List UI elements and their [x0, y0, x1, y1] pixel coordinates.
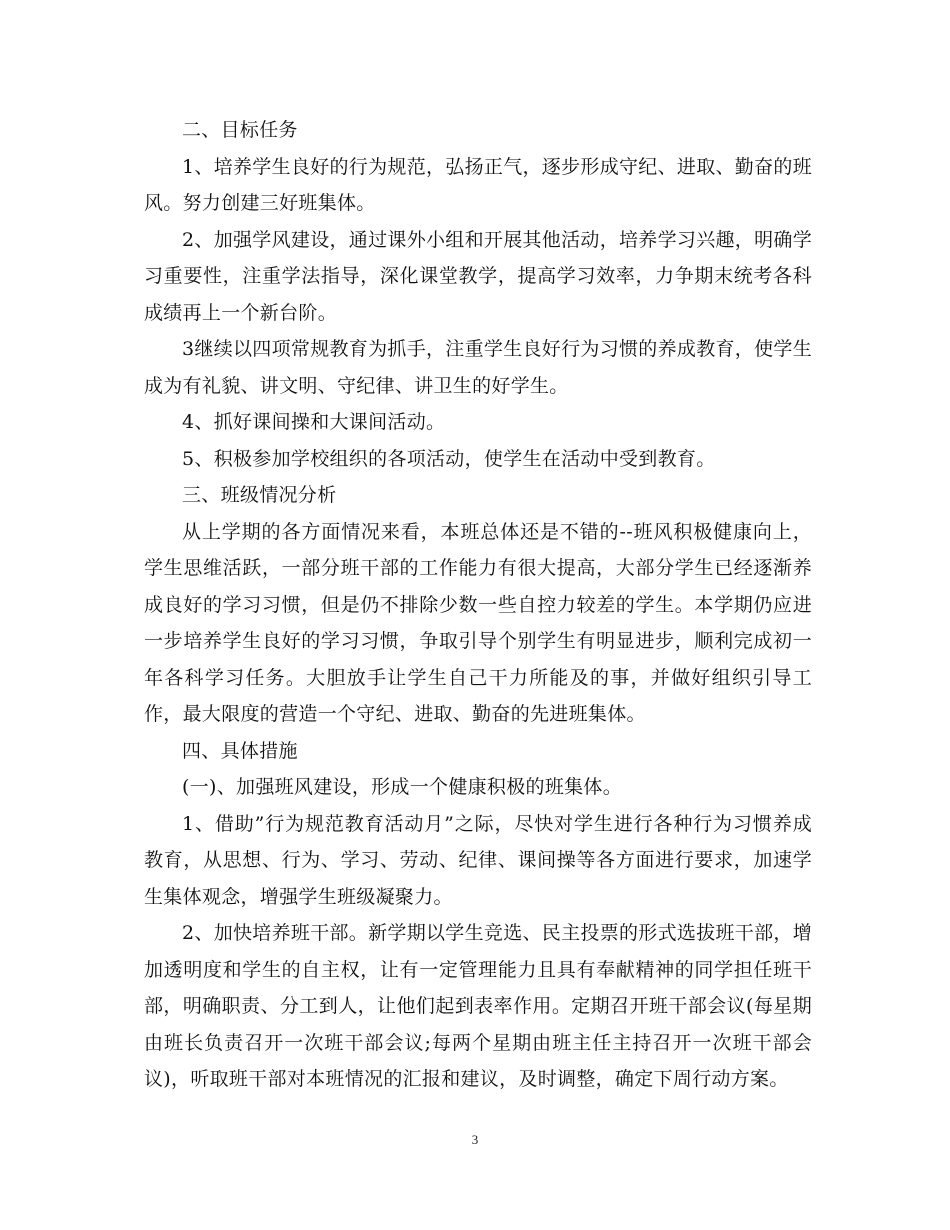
goal-item-1: 1、培养学生良好的行为规范，弘扬正气，逐步形成守纪、进取、勤奋的班风。努力创建三好班集体。	[144, 155, 812, 214]
measure-item-2: 2、加快培养班干部。新学期以学生竞选、民主投票的形式选拔班干部，增加透明度和学生的自主权，让有一定管理能力且具有奉献精神的同学担任班干部，明确职责、分工到人，让他们起到表率作用。定期召开班干部会议(每星期由班长负责召开一次班干部会议;每两个星期由班主任主持召开一次班干部会议)，听取班干部对本班情况的汇报和建议，及时调整，确定下周行动方案。	[144, 922, 812, 1090]
heading-goals: 二、目标任务	[182, 119, 298, 141]
measures-subheading-1: (一)、加强班风建设，形成一个健康积极的班集体。	[182, 776, 623, 798]
goal-item-5: 5、积极参加学校组织的各项活动，使学生在活动中受到教育。	[182, 447, 716, 470]
measure-item-1: 1、借助”行为规范教育活动月”之际，尽快对学生进行各种行为习惯养成教育，从思想、行为、学习、劳动、纪律、课间操等各方面进行要求，加速学生集体观念，增强学生班级凝聚力。	[144, 812, 812, 908]
page-number: 3	[471, 1132, 479, 1147]
goal-item-3: 3继续以四项常规教育为抓手，注重学生良好行为习惯的养成教育，使学生成为有礼貌、讲文明、守纪律、讲卫生的好学生。	[144, 338, 812, 397]
heading-measures: 四、具体措施	[182, 739, 298, 762]
class-analysis-paragraph: 从上学期的各方面情况来看，本班总体还是不错的--班风积极健康向上，学生思维活跃，一部分班干部的工作能力有很大提高，大部分学生已经逐渐养成良好的学习习惯，但是仍不排除少数一些自控力较差的学生。本学期仍应进一步培养学生良好的学习习惯，争取引导个别学生有明显进步，顺利完成初一年各科学习任务。大胆放手让学生自己干力所能及的事，并做好组织引导工作，最大限度的营造一个守纪、进取、勤奋的先进班集体。	[144, 520, 812, 725]
document-body	[144, 112, 812, 1098]
goal-item-4: 4、抓好课间操和大课间活动。	[182, 411, 446, 433]
goal-item-2: 2、加强学风建设，通过课外小组和开展其他活动，培养学习兴趣，明确学习重要性，注重学法指导，深化课堂教学，提高学习效率，力争期末统考各科成绩再上一个新台阶。	[144, 228, 812, 324]
heading-class-analysis: 三、班级情况分析	[182, 484, 337, 506]
